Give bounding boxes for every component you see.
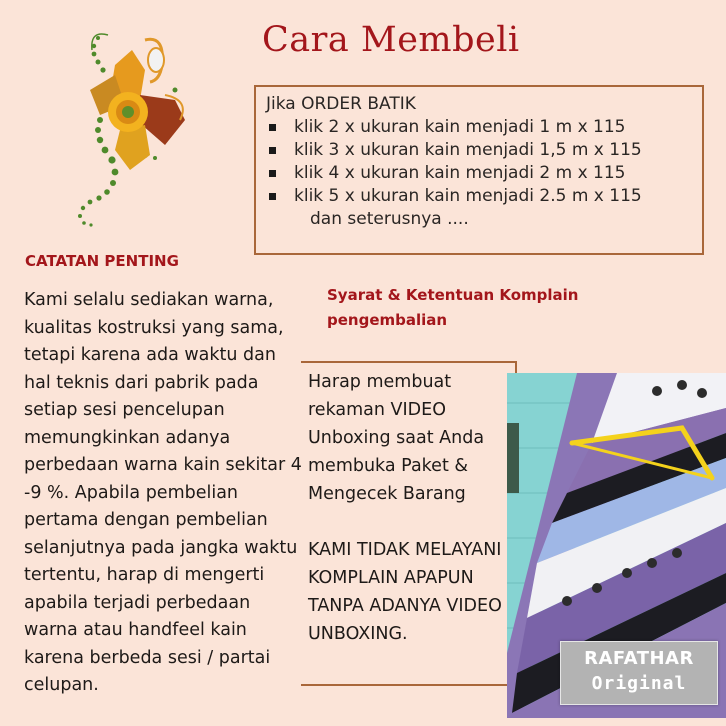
page-title: Cara Membeli — [262, 20, 520, 60]
important-note-heading: CATATAN PENTING — [25, 252, 179, 270]
square-bullet-icon — [269, 170, 276, 177]
square-bullet-icon — [269, 147, 276, 154]
order-item — [266, 116, 702, 139]
brand-name: RAFATHAR — [584, 648, 694, 669]
brand-watermark — [560, 641, 718, 705]
complaint-paragraph-warning: KAMI TIDAK MELAYANI KOMPLAIN APAPUN TANPA ADANYA VIDEO UNBOXING. — [308, 540, 502, 644]
brand-tagline: Original — [591, 673, 687, 694]
order-item-text: klik 2 x ukuran kain menjadi 1 m x 115 — [294, 117, 626, 137]
order-instructions-box — [254, 85, 704, 255]
order-item — [266, 162, 702, 185]
complaint-terms-text — [308, 368, 520, 676]
order-item-text: klik 4 x ukuran kain menjadi 2 m x 115 — [294, 163, 626, 183]
order-item-text: klik 3 x ukuran kain menjadi 1,5 m x 115 — [294, 140, 642, 160]
order-heading: Jika ORDER BATIK — [266, 94, 416, 114]
order-item-text: klik 5 x ukuran kain menjadi 2.5 m x 115 — [294, 186, 642, 206]
order-list — [266, 116, 702, 208]
square-bullet-icon — [269, 124, 276, 131]
complaint-terms-heading: Syarat & Ketentuan Komplain pengembalian — [327, 286, 579, 329]
order-item — [266, 139, 702, 162]
order-item — [266, 185, 702, 208]
complaint-paragraph-video: Harap membuat rekaman VIDEO Unboxing saat Anda membuka Paket & Mengecek Barang — [308, 372, 485, 504]
square-bullet-icon — [269, 193, 276, 200]
autumn-flower-decoration-icon — [70, 20, 200, 230]
important-note-body: Kami selalu sediakan warna, kualitas kostruksi yang sama, tetapi karena ada waktu dan hal teknis dari pabrik pada setiap sesi pencelupan memungkinkan adanya perbedaan warna kain sekitar 4 -9 %. Apabila pembelian pertama dengan pembelian selanjutnya pada jangka waktu tertentu, harap di mengerti apabila terjadi perbedaan warna atau handfeel kain karena berbeda sesi / partai celupan. — [24, 290, 302, 695]
order-continuation: dan seterusnya .... — [310, 209, 469, 229]
